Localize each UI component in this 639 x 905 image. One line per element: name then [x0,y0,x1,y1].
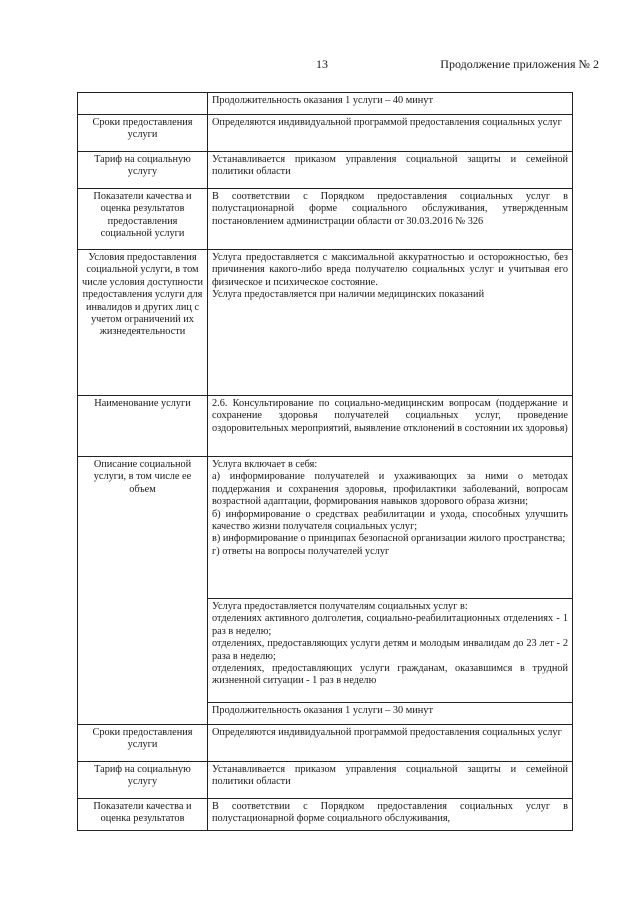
terms-label-2: Сроки предоставления услуги [78,725,208,762]
quality-label: Показатели качества и оценка результатов предоставления социальной услуги [78,189,208,250]
appendix-continuation: Продолжение приложения № 2 [440,57,599,71]
provided-in-value [208,599,573,703]
page-number: 13 [316,57,328,71]
duration-value: Продолжительность оказания 1 услуги – 40 минут [208,93,573,115]
quality-value-2: В соответствии с Порядком предоставления социальных услуг в полустационарной форме социального обслуживания, [208,799,573,831]
tariff-label-2: Тариф на социальную услугу [78,762,208,799]
description-value [208,457,573,599]
conditions-text: Услуга предоставляется с максимальной аккуратностью и осторожностью, без причинения какого-либо вреда получателю социальных услуг и учитывая его физическое и психическое состояние. [212,252,568,288]
conditions-value [208,250,573,396]
table-row [78,189,573,250]
description-label: Описание социальной услуги, в том числе ее объем [78,457,208,725]
item-c-text: в) информирование о принципах безопасной организации жилого пространства; [212,533,566,545]
provided-in-text: Услуга предоставляется получателям социальных услуг в: [212,601,468,612]
table-row [78,250,573,396]
table-row [78,725,573,762]
item-d-text: г) ответы на вопросы получателей услуг [212,545,390,557]
quality-value: В соответствии с Порядком предоставления социальных услуг в полустационарной форме социального обслуживания, утвержденным постановлением администрации области от 30.03.2016 № 326 [208,189,573,250]
conditions-label: Условия предоставления социальной услуги, в том числе условия доступности предоставления услуги для инвалидов и других лиц с учетом ограничений их жизнедеятельности [78,250,208,396]
row-label-empty [78,93,208,115]
services-table [77,92,573,831]
table-row [78,93,573,115]
terms-value: Определяются индивидуальной программой предоставления социальных услуг [208,115,573,152]
tariff-value: Устанавливается приказом управления социальной защиты и семейной политики области [208,152,573,189]
item-a-text: а) информирование получателей и ухаживающих за ними о методах поддержания и сохранения здоровья, профилактики заболеваний, вопросам возрастной адаптации, формирования навыков здорового образа жизни; [212,471,568,508]
duration-30-value: Продолжительность оказания 1 услуги – 30 минут [208,703,573,725]
table-row [78,396,573,457]
service-name-value: 2.6. Консультирование по социально-медицинским вопросам (поддержание и сохранение здоровья получателей социальных услуг, проведение оздоровительных мероприятий, выявление отклонений в состоянии их здоровья) [208,396,573,457]
service-name-label: Наименование услуги [78,396,208,457]
dept-2-text: отделениях, предоставляющих услуги детям и молодым инвалидам до 23 лет - 2 раза в неделю; [212,638,568,662]
table-row [78,152,573,189]
table-row [78,762,573,799]
table-row [78,457,573,599]
tariff-label: Тариф на социальную услугу [78,152,208,189]
includes-text: Услуга включает в себя: [212,459,318,470]
dept-3-text: отделениях, предоставляющих услуги гражданам, оказавшимся в трудной жизненной ситуации - 1 раз в неделю [212,663,568,687]
table-row [78,115,573,152]
dept-1-text: отделениях активного долголетия, социально-реабилитационных отделениях - 1 раз в неделю; [212,613,568,637]
item-b-text: б) информирование о средствах реабилитации и ухода, способных улучшить качество жизни получателя социальных услуг; [212,508,568,533]
quality-label-2: Показатели качества и оценка результатов [78,799,208,831]
conditions-medical-text: Услуга предоставляется при наличии медицинских показаний [212,289,485,301]
table-row [78,799,573,831]
terms-value-2: Определяются индивидуальной программой предоставления социальных услуг [208,725,573,762]
terms-label: Сроки предоставления услуги [78,115,208,152]
tariff-value-2: Устанавливается приказом управления социальной защиты и семейной политики области [208,762,573,799]
